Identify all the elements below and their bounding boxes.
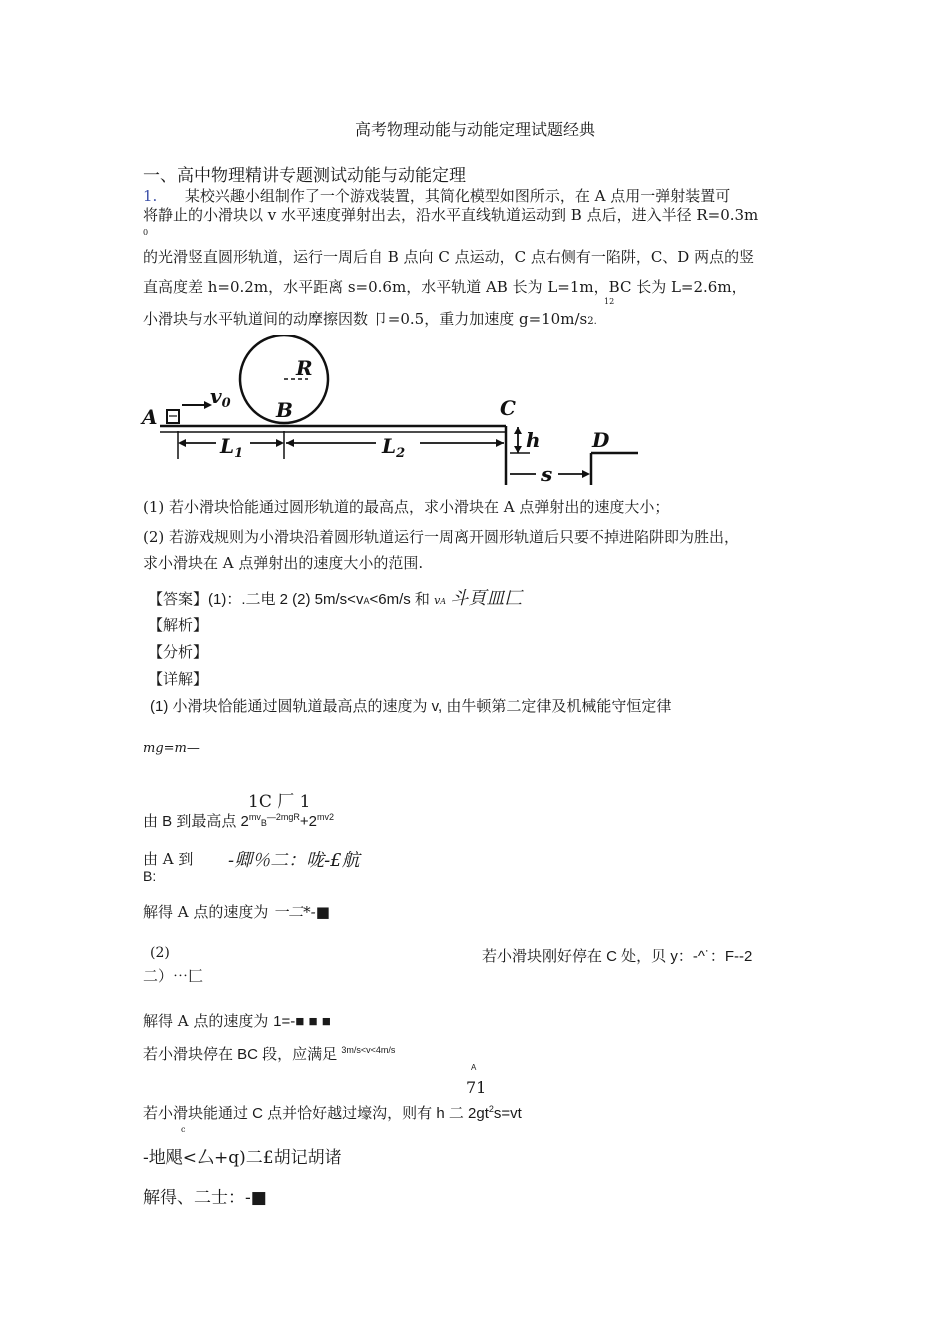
subquestion-2b: 求小滑块在 A 点弹射出的速度大小的范围. bbox=[143, 554, 424, 572]
label-h: h bbox=[526, 428, 541, 452]
equation-7-end: s=vt bbox=[493, 1105, 522, 1122]
equation-2 bbox=[143, 810, 334, 831]
track-diagram bbox=[138, 335, 648, 495]
equation-1: mg=m— bbox=[143, 741, 200, 756]
question-line-5 bbox=[143, 308, 597, 329]
label-d: D bbox=[592, 428, 610, 452]
answer-garbled-sub: A bbox=[440, 597, 447, 606]
equation-7-text: 若小滑块能通过 C 点并恰好越过壕沟，则有 h 二 2gt bbox=[143, 1105, 489, 1122]
answer-prefix-end: <6m/s 和 bbox=[369, 591, 430, 608]
answer-prefix: 【答案】(1)：.二电 2 (2) 5m/s<v bbox=[148, 591, 364, 608]
equation-5-pre: 解得 A 点的速度为 bbox=[143, 1012, 269, 1030]
equation-4-pre: 解得 A 点的速度为 bbox=[143, 903, 269, 921]
question-line-3: 的光滑竖直圆形轨道，运行一周后自 B 点向 C 点运动，C 点右侧有一陷阱，C、D 两点的竖 bbox=[143, 248, 755, 266]
solution-p2-number: (2) bbox=[150, 945, 170, 961]
label-b: B bbox=[276, 398, 293, 422]
equation-2-s1: mv bbox=[248, 812, 261, 822]
equation-7 bbox=[143, 1102, 522, 1123]
label-c: C bbox=[500, 396, 516, 420]
equation-6-sub: A bbox=[471, 1063, 477, 1072]
label-l2: $L_2$ bbox=[382, 434, 406, 461]
label-v0: $v_0$ bbox=[210, 384, 231, 411]
question-text-5: 小滑块与水平轨道间的动摩擦因数 卩=0.5，重力加速度 g=10m/s bbox=[143, 310, 588, 328]
equation-2-mid: +2 bbox=[299, 813, 317, 830]
equation-3: -卿％二：咙-£航 bbox=[228, 850, 360, 871]
h-arrow-bottom bbox=[514, 446, 522, 453]
equation-5 bbox=[143, 1010, 331, 1031]
question-line-2-sub: 0 bbox=[143, 228, 149, 237]
answer-sub: A bbox=[363, 596, 370, 606]
answer-garbled-v: v bbox=[434, 594, 441, 607]
solution-p2-text: 若小滑块刚好停在 C 处，贝 y：-^˙：F--2 bbox=[482, 948, 753, 965]
equation-5-val: 1=-■ ■ ■ bbox=[273, 1013, 331, 1030]
equation-6-val: 3m/s<v<4m/s bbox=[341, 1045, 396, 1055]
equation-3-pre: 由 A 到 bbox=[143, 850, 194, 868]
question-line-5-sup: 12 bbox=[604, 297, 615, 306]
equation-7-sub: c bbox=[181, 1125, 186, 1134]
l2-arrow-right bbox=[496, 439, 504, 447]
xiangjie-label: 【详解】 bbox=[148, 670, 209, 688]
equation-2-s3: mv2 bbox=[317, 812, 335, 822]
equation-8: -地飓<厶+q)二£胡记胡诸 bbox=[143, 1148, 342, 1168]
label-s: s bbox=[541, 462, 553, 486]
fenxi-label: 【分析】 bbox=[148, 643, 209, 661]
solution-p2-cont: 二）⋯匚 bbox=[143, 967, 204, 985]
equation-4-val: 一二*-■ bbox=[273, 903, 330, 921]
equation-7-sup: 2 bbox=[488, 1104, 494, 1114]
label-l1: $L_1$ bbox=[220, 434, 244, 461]
equation-6-pre: 若小滑块停在 BC 段，应满足 bbox=[143, 1046, 338, 1063]
equation-7-top: 71 bbox=[466, 1078, 487, 1097]
l1-arrow-right bbox=[276, 439, 284, 447]
question-line-4: 直高度差 h=0.2m，水平距离 s=0.6m，水平轨道 AB 长为 L=1m，BC 长为 L=2.6m， bbox=[143, 278, 747, 296]
h-arrow-top bbox=[514, 427, 522, 434]
equation-2-pre: 由 B 到最高点 2 bbox=[143, 813, 249, 830]
l2-arrow-left bbox=[286, 439, 294, 447]
equation-3-b: B: bbox=[143, 868, 157, 884]
l1-arrow-left bbox=[178, 439, 186, 447]
question-text-5-end: 2. bbox=[587, 316, 597, 327]
label-r: R bbox=[296, 356, 313, 380]
s-arrow-right bbox=[582, 470, 590, 478]
answer-line bbox=[148, 584, 522, 610]
equation-2-top: 1C 厂 1 bbox=[248, 792, 311, 812]
section-heading: 一、高中物理精讲专题测试动能与动能定理 bbox=[143, 166, 466, 186]
jiexi-label: 【解析】 bbox=[148, 616, 209, 634]
question-line-1 bbox=[143, 185, 730, 206]
question-line-2: 将静止的小滑块以 v 水平速度弹射出去，沿水平直线轨道运动到 B 点后，进入半径 R=0.3m bbox=[143, 206, 759, 224]
equation-6 bbox=[143, 1043, 395, 1064]
answer-garbled: 斗頁皿匚 bbox=[450, 588, 523, 609]
solution-p1: (1) 小滑块恰能通过圆轨道最高点的速度为 v, 由牛顿第二定律及机械能守恒定律 bbox=[150, 698, 672, 715]
subquestion-2a: (2) 若游戏规则为小滑块沿着圆形轨道运行一周离开圆形轨道后只要不掉进陷阱即为胜出， bbox=[143, 528, 740, 546]
subquestion-1: (1) 若小滑块恰能通过圆形轨道的最高点，求小滑块在 A 点弹射出的速度大小； bbox=[143, 498, 670, 516]
equation-2-b: B bbox=[260, 818, 267, 828]
label-a: A bbox=[142, 405, 158, 429]
equation-2-s2: —2mgR bbox=[266, 812, 300, 822]
question-number: 1. bbox=[143, 187, 158, 205]
equation-4 bbox=[143, 901, 330, 922]
page-title: 高考物理动能与动能定理试题经典 bbox=[354, 120, 595, 139]
equation-9: 解得、二士：-■ bbox=[143, 1188, 267, 1208]
question-text-1: 某校兴趣小组制作了一个游戏装置，其简化模型如图所示，在 A 点用一弹射装置可 bbox=[184, 187, 731, 205]
